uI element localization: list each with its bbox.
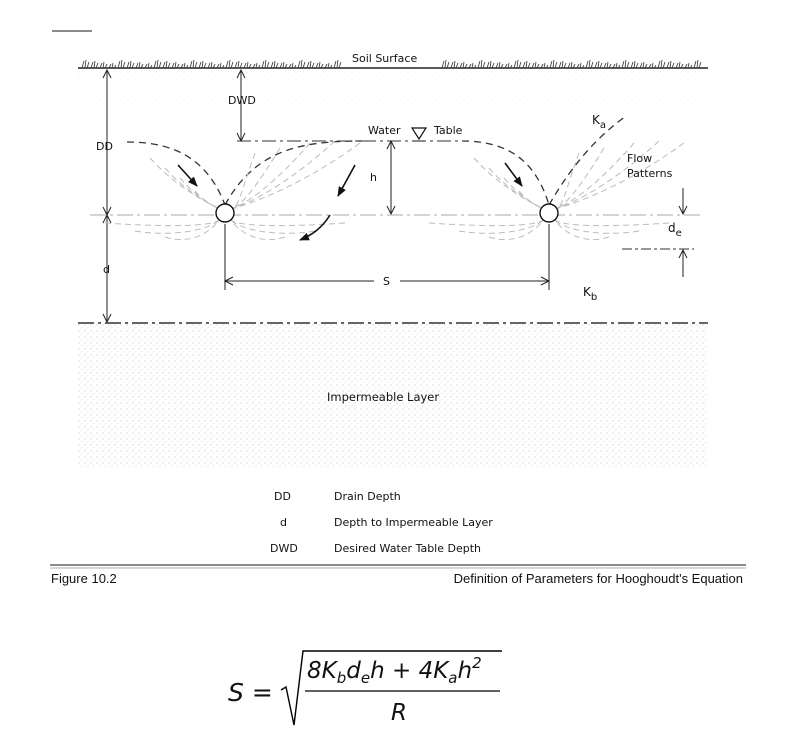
soil-surface-label: Soil Surface [352, 52, 418, 65]
flow-line [231, 143, 310, 209]
grass-tuft [127, 61, 134, 68]
grass-tuft [226, 60, 233, 68]
grass-tuft [154, 60, 161, 68]
flow-line [554, 219, 669, 226]
flow-line [474, 158, 543, 209]
grass-tuft [271, 61, 278, 68]
legend-abbr-dwd: DWD [270, 542, 298, 555]
dd-label: DD [96, 140, 113, 153]
grass-tuft [451, 61, 458, 68]
grass-tuft [199, 61, 206, 68]
flow-line [555, 143, 634, 209]
grass-tuft [118, 60, 125, 68]
flow-pattern-lines [105, 141, 684, 240]
flow-line [429, 219, 544, 226]
grass-tuft [460, 62, 467, 68]
equation-denominator: R [391, 700, 407, 726]
legend-desc-dd: Drain Depth [334, 490, 401, 503]
drain-left [216, 204, 234, 222]
grass-tuft [316, 62, 323, 68]
flow-arrow-3 [300, 215, 330, 240]
h-label: h [370, 171, 377, 184]
flow-line [150, 158, 219, 209]
dwd-label: DWD [228, 94, 256, 107]
grass-tuft [244, 62, 251, 68]
grass-tuft [91, 61, 98, 68]
flow-line [231, 148, 280, 209]
table-label: Table [434, 124, 463, 137]
grass-tuft [586, 60, 593, 68]
grass-tuft [604, 62, 611, 68]
grass-tuft [676, 62, 683, 68]
hooghoudt-equation [228, 651, 502, 726]
grass-tuft [334, 60, 341, 68]
de-label: $d_e$ [668, 221, 682, 239]
flow-line [489, 219, 544, 240]
water-table-symbol [412, 128, 426, 139]
grass-tuft [559, 61, 566, 68]
grass-tuft [136, 62, 143, 68]
grass-tuft [172, 62, 179, 68]
grass-tuft [595, 61, 602, 68]
legend-abbr-d: d [280, 516, 287, 529]
grass-tuft [694, 60, 701, 68]
flow-line [230, 219, 345, 226]
grass-tuft [235, 61, 242, 68]
equation-numerator: $8K_bd_eh + 4K_ah^2$ [307, 654, 482, 687]
grass-tuft [82, 60, 89, 68]
kb-label: $K_b$ [583, 285, 598, 303]
drain-right [540, 204, 558, 222]
grass-tuft [523, 61, 530, 68]
grass-tuft [478, 60, 485, 68]
grass-tuft [208, 62, 215, 68]
grass-tuft [487, 61, 494, 68]
grass-tuft [568, 62, 575, 68]
flow-line [165, 168, 219, 209]
flow-label: Flow [627, 152, 653, 165]
figure-title: Definition of Parameters for Hooghoudt's Equation [453, 571, 743, 586]
patterns-label: Patterns [627, 167, 673, 180]
soil-zone [78, 68, 708, 118]
grass-tuft [307, 61, 314, 68]
flow-arrow-2 [338, 165, 355, 196]
legend-desc-d: Depth to Impermeable Layer [334, 516, 493, 529]
flow-line [555, 148, 604, 209]
equation-lhs: S = [228, 678, 273, 707]
s-label: S [383, 275, 390, 288]
flow-line [504, 178, 543, 209]
flow-line [489, 168, 543, 209]
grass-tuft [262, 60, 269, 68]
grass-tuft [640, 62, 647, 68]
flow-line [230, 219, 285, 240]
grass-tuft [100, 62, 107, 68]
grass-tuft [280, 62, 287, 68]
grass-tuft [550, 60, 557, 68]
grass-tuft [532, 62, 539, 68]
figure-number: Figure 10.2 [51, 571, 117, 586]
grass-tuft [658, 60, 665, 68]
impermeable-label: Impermeable Layer [327, 390, 440, 404]
grass-tuft [622, 60, 629, 68]
legend-desc-dwd: Desired Water Table Depth [334, 542, 482, 555]
grass-tuft [667, 61, 674, 68]
grass-tuft [190, 60, 197, 68]
d-label: d [103, 263, 110, 276]
grass-tuft [496, 62, 503, 68]
water-label: Water [368, 124, 401, 137]
grass-tuft [298, 60, 305, 68]
grass-tuft [631, 61, 638, 68]
ka-label: $K_a$ [592, 113, 607, 131]
legend-abbr-dd: DD [274, 490, 291, 503]
flow-line [165, 219, 220, 240]
flow-arrow-1 [178, 165, 197, 186]
grass-tuft [514, 60, 521, 68]
legend [270, 490, 493, 555]
flow-line [554, 219, 609, 240]
grass-tuft [442, 60, 449, 68]
flow-line [105, 219, 220, 226]
grass-tuft [163, 61, 170, 68]
